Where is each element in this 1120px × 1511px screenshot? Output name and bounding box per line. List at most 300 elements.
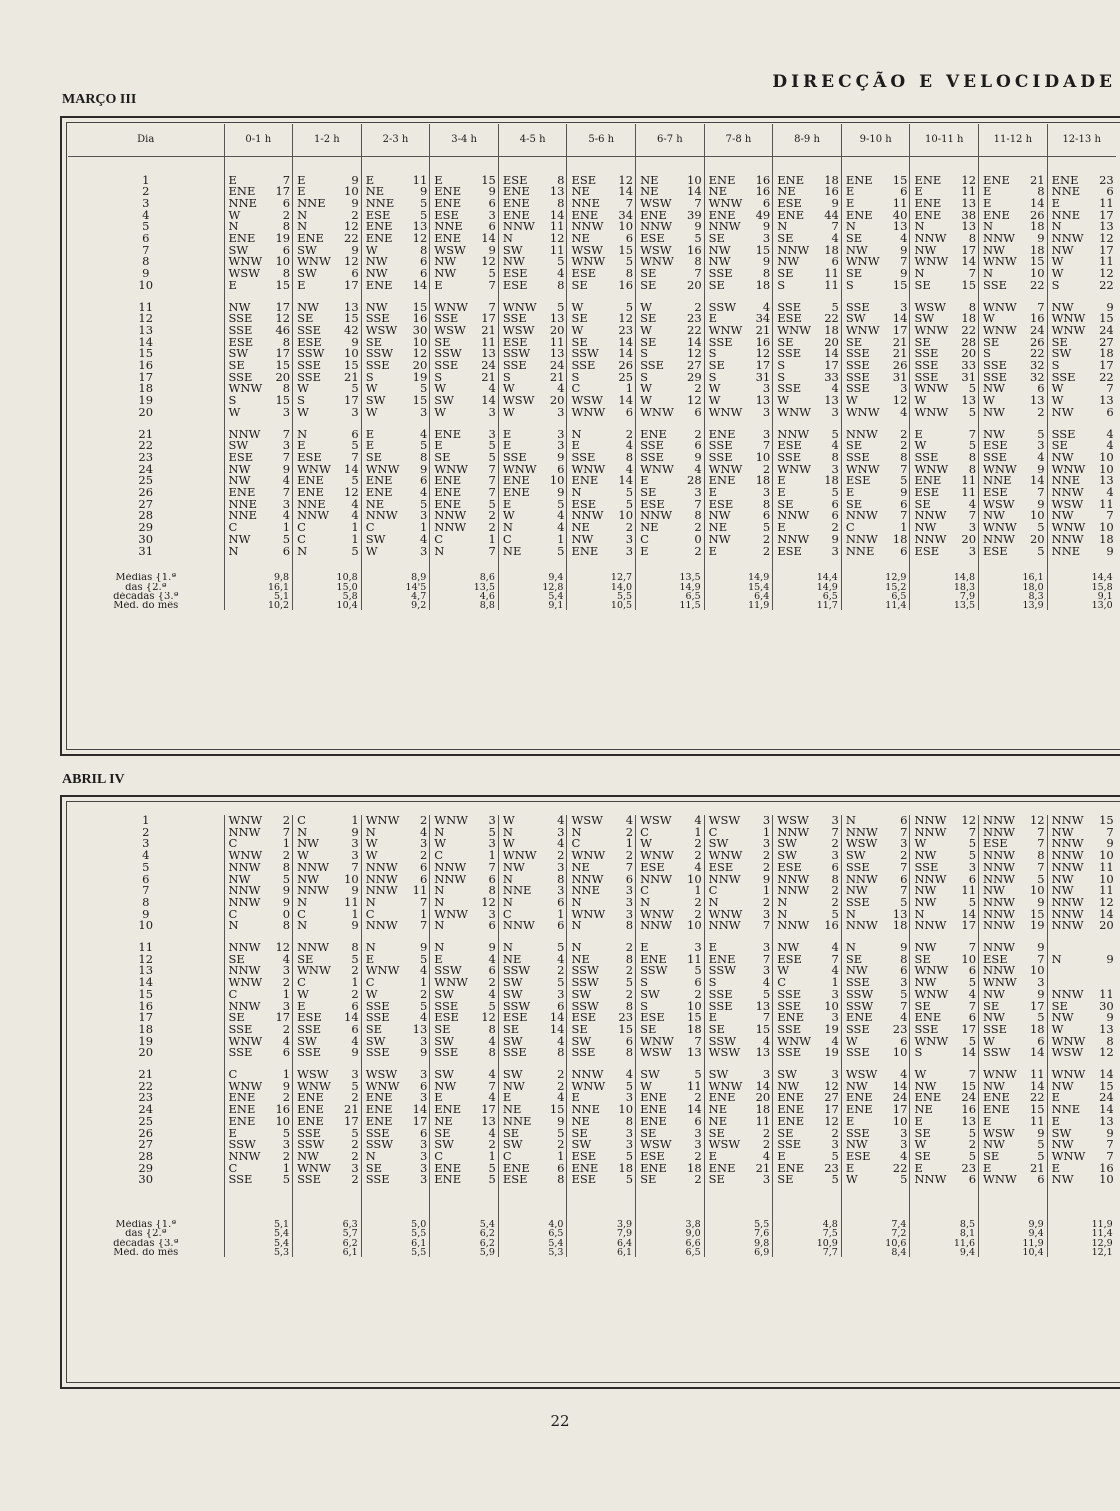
table-row bbox=[68, 475, 1116, 487]
wind-direction: SE bbox=[914, 1150, 931, 1163]
table-row bbox=[68, 452, 1116, 464]
wind-cell-content bbox=[707, 1128, 772, 1140]
wind-cell-content bbox=[501, 827, 566, 839]
wind-direction: SE bbox=[640, 1023, 657, 1036]
wind-cell bbox=[224, 874, 293, 886]
summary-value: 6,3 bbox=[293, 1220, 362, 1229]
wind-cell bbox=[636, 1036, 705, 1048]
wind-direction: WSW bbox=[640, 1047, 672, 1060]
wind-cell-content bbox=[912, 522, 977, 534]
wind-direction: SW bbox=[365, 533, 386, 546]
wind-cell bbox=[567, 475, 636, 487]
wind-cell bbox=[293, 1069, 362, 1081]
wind-cell bbox=[773, 302, 842, 314]
wind-cell bbox=[361, 302, 430, 314]
wind-direction: ENE bbox=[1051, 174, 1079, 187]
wind-direction: NNE bbox=[845, 545, 875, 558]
day-cell: 29 bbox=[138, 522, 154, 534]
summary-value: 14'5 bbox=[361, 583, 430, 592]
wind-direction: NNW bbox=[640, 221, 673, 234]
table-row bbox=[68, 325, 1116, 337]
wind-cell-content bbox=[295, 885, 360, 897]
wind-direction: SW bbox=[502, 1139, 523, 1151]
wind-cell-content bbox=[295, 954, 360, 966]
wind-direction: NNE bbox=[1051, 209, 1081, 222]
wind-cell bbox=[704, 464, 773, 476]
wind-cell-content bbox=[569, 1139, 634, 1151]
wind-direction: SSE bbox=[777, 301, 802, 314]
wind-direction: NW bbox=[228, 533, 251, 546]
column-header-hour: 8-9 h bbox=[773, 124, 842, 157]
wind-direction: W bbox=[640, 838, 652, 851]
wind-cell bbox=[841, 827, 910, 839]
wind-speed: 7 bbox=[762, 920, 771, 933]
wind-direction: ESE bbox=[434, 209, 459, 222]
wind-cell bbox=[910, 546, 979, 558]
wind-speed: 3 bbox=[419, 1162, 428, 1175]
wind-direction: E bbox=[983, 186, 992, 198]
section-label-marco: MARÇO III bbox=[62, 92, 137, 107]
wind-speed: 3 bbox=[419, 838, 428, 851]
day-cell: 5 bbox=[142, 221, 150, 234]
wind-speed: 3 bbox=[419, 510, 428, 523]
wind-direction: WNW bbox=[228, 815, 263, 827]
wind-cell-content bbox=[912, 429, 977, 441]
wind-direction: C bbox=[502, 1150, 512, 1163]
wind-cell bbox=[224, 186, 293, 198]
wind-direction: ENE bbox=[914, 209, 942, 222]
wind-direction: W bbox=[640, 324, 652, 337]
wind-cell-content bbox=[912, 977, 977, 989]
wind-cell bbox=[773, 954, 842, 966]
wind-cell-content bbox=[638, 395, 703, 407]
summary-value: 6,1 bbox=[293, 1248, 362, 1257]
wind-cell-content bbox=[364, 546, 429, 558]
summary-value: 9,4 bbox=[910, 1248, 979, 1257]
wind-cell bbox=[224, 198, 293, 210]
wind-speed: 26 bbox=[1029, 209, 1045, 222]
wind-cell bbox=[498, 909, 567, 921]
wind-direction: ENE bbox=[365, 279, 393, 292]
wind-speed: 2 bbox=[282, 815, 291, 827]
wind-speed: 1 bbox=[351, 977, 359, 989]
wind-speed: 8 bbox=[557, 1047, 565, 1060]
wind-speed: 16 bbox=[755, 174, 771, 187]
wind-speed: 5 bbox=[488, 1174, 496, 1187]
wind-cell bbox=[224, 475, 293, 487]
wind-speed: 3 bbox=[831, 988, 839, 1001]
summary-value: 6,5 bbox=[636, 1248, 705, 1257]
column-header-hour: 1-2 h bbox=[293, 124, 362, 157]
wind-direction: ENE bbox=[640, 209, 667, 222]
wind-direction: ENE bbox=[434, 487, 462, 499]
wind-direction: SE bbox=[640, 1127, 657, 1140]
wind-cell-content bbox=[227, 1024, 292, 1036]
wind-direction: W bbox=[640, 383, 652, 396]
wind-cell-content bbox=[1050, 372, 1115, 384]
wind-speed: 2 bbox=[351, 209, 359, 222]
wind-cell bbox=[361, 268, 430, 280]
wind-cell-content bbox=[912, 233, 977, 245]
wind-cell bbox=[430, 1024, 499, 1036]
wind-speed: 10 bbox=[892, 1047, 908, 1060]
wind-cell-content bbox=[501, 302, 566, 314]
wind-direction: W bbox=[365, 244, 378, 257]
wind-speed: 14 bbox=[1029, 1080, 1045, 1093]
wind-speed: 3 bbox=[419, 1035, 428, 1048]
wind-cell bbox=[567, 977, 636, 989]
wind-direction: N bbox=[434, 545, 445, 558]
wind-cell bbox=[979, 977, 1048, 989]
wind-speed: 4 bbox=[900, 1069, 908, 1081]
wind-direction: WNW bbox=[571, 908, 606, 921]
wind-cell-content bbox=[1050, 989, 1115, 1001]
wind-direction: NNW bbox=[708, 920, 741, 933]
table-row bbox=[68, 1001, 1116, 1013]
wind-cell-content bbox=[844, 1174, 909, 1186]
wind-cell-content bbox=[364, 1116, 429, 1128]
wind-cell bbox=[841, 440, 910, 452]
wind-cell-content bbox=[501, 942, 566, 954]
wind-speed: 6 bbox=[968, 965, 977, 978]
wind-speed: 2 bbox=[694, 1150, 702, 1163]
wind-speed: 4 bbox=[419, 487, 428, 499]
wind-cell bbox=[704, 1036, 773, 1048]
wind-cell bbox=[498, 1024, 567, 1036]
summary-row bbox=[68, 1248, 1116, 1257]
wind-speed: 23 bbox=[892, 1023, 908, 1036]
wind-direction: SSE bbox=[502, 1047, 527, 1060]
wind-speed: 2 bbox=[419, 815, 428, 827]
wind-cell bbox=[1047, 1139, 1116, 1151]
wind-speed: 3 bbox=[762, 383, 771, 396]
wind-cell-content bbox=[432, 897, 497, 909]
wind-direction: SSW bbox=[502, 1000, 531, 1013]
wind-speed: 23 bbox=[618, 1012, 634, 1024]
wind-cell-content bbox=[227, 268, 292, 280]
wind-direction: WSW bbox=[365, 1069, 398, 1081]
wind-speed: 2 bbox=[488, 977, 496, 989]
wind-direction: W bbox=[434, 838, 447, 851]
wind-cell-content bbox=[981, 372, 1046, 384]
wind-direction: W bbox=[502, 510, 515, 523]
wind-speed: 14 bbox=[618, 186, 634, 198]
wind-cell bbox=[498, 954, 567, 966]
wind-cell bbox=[430, 534, 499, 546]
wind-direction: W bbox=[914, 440, 927, 452]
wind-cell bbox=[910, 1081, 979, 1093]
wind-cell-content bbox=[501, 1163, 566, 1175]
wind-cell bbox=[979, 395, 1048, 407]
wind-speed: 10 bbox=[344, 873, 359, 886]
wind-speed: 4 bbox=[900, 406, 908, 419]
summary-value: 11,9 bbox=[704, 601, 773, 610]
wind-direction: WNW bbox=[914, 324, 949, 337]
wind-cell-content bbox=[775, 487, 840, 499]
wind-direction: NW bbox=[1051, 885, 1074, 897]
wind-cell-content bbox=[912, 487, 977, 499]
wind-direction: E bbox=[502, 498, 512, 511]
wind-direction: NNE bbox=[571, 885, 600, 897]
wind-speed: 20 bbox=[549, 324, 565, 337]
wind-direction: WSW bbox=[640, 244, 672, 257]
summary-value: 5,5 bbox=[361, 1229, 430, 1238]
wind-direction: WNW bbox=[708, 324, 743, 337]
wind-speed: 10 bbox=[344, 348, 359, 361]
wind-direction: SE bbox=[708, 233, 725, 245]
wind-direction: NNW bbox=[434, 861, 467, 874]
wind-speed: 8 bbox=[900, 451, 908, 464]
table-row bbox=[68, 885, 1116, 897]
wind-cell bbox=[636, 395, 705, 407]
wind-cell-content bbox=[432, 487, 497, 499]
wind-cell-content bbox=[638, 313, 703, 325]
wind-direction: SSE bbox=[983, 371, 1007, 384]
wind-direction: SSW bbox=[502, 348, 531, 361]
wind-direction: NE bbox=[708, 186, 728, 198]
wind-direction: NNW bbox=[845, 920, 878, 933]
summary-value: 10,8 bbox=[293, 573, 362, 582]
wind-direction: W bbox=[502, 406, 515, 419]
wind-speed: 3 bbox=[557, 885, 565, 897]
table-row bbox=[68, 1104, 1116, 1116]
wind-cell-content bbox=[569, 827, 634, 839]
wind-cell bbox=[773, 487, 842, 499]
wind-cell-content bbox=[844, 499, 909, 511]
wind-speed: 20 bbox=[755, 1092, 771, 1105]
wind-cell bbox=[1047, 429, 1116, 441]
wind-cell-content bbox=[501, 233, 566, 245]
wind-cell bbox=[361, 1012, 430, 1024]
wind-cell bbox=[841, 233, 910, 245]
wind-cell bbox=[1047, 1047, 1116, 1059]
summary-value: 8,3 bbox=[979, 592, 1048, 601]
wind-cell bbox=[224, 499, 293, 511]
wind-direction: ENE bbox=[434, 1104, 462, 1116]
wind-cell bbox=[910, 348, 979, 360]
wind-direction: SSE bbox=[777, 1139, 802, 1151]
wind-cell bbox=[293, 1047, 362, 1059]
wind-speed: 1 bbox=[282, 988, 291, 1001]
wind-direction: ENE bbox=[708, 1092, 736, 1105]
wind-direction: ENE bbox=[434, 475, 462, 488]
wind-direction: ENE bbox=[845, 1012, 873, 1024]
wind-cell-content bbox=[569, 395, 634, 407]
wind-cell-content bbox=[432, 942, 497, 954]
wind-cell bbox=[910, 452, 979, 464]
wind-speed: 4 bbox=[557, 953, 565, 966]
wind-cell bbox=[430, 1128, 499, 1140]
wind-speed: 12 bbox=[1099, 1047, 1114, 1060]
wind-speed: 12 bbox=[618, 174, 634, 187]
wind-speed: 21 bbox=[344, 1104, 359, 1116]
wind-direction: W bbox=[571, 324, 584, 337]
wind-direction: E bbox=[1051, 1115, 1061, 1128]
wind-cell-content bbox=[844, 429, 909, 441]
wind-speed: 31 bbox=[961, 371, 977, 384]
wind-cell bbox=[430, 989, 499, 1001]
wind-speed: 14 bbox=[344, 463, 359, 476]
wind-direction: WNW bbox=[297, 463, 331, 476]
wind-direction: NE bbox=[502, 545, 522, 558]
wind-direction: ESE bbox=[845, 475, 871, 488]
wind-cell bbox=[910, 1128, 979, 1140]
wind-cell bbox=[567, 1139, 636, 1151]
wind-direction: SSE bbox=[365, 1047, 390, 1060]
wind-speed: 2 bbox=[831, 885, 839, 897]
wind-cell-content bbox=[432, 920, 497, 932]
summary-value: 5,9 bbox=[430, 1248, 499, 1257]
wind-speed: 6 bbox=[557, 920, 565, 933]
wind-direction: NE bbox=[571, 953, 590, 966]
wind-cell bbox=[567, 1036, 636, 1048]
wind-direction: WNW bbox=[914, 463, 949, 476]
wind-cell-content bbox=[364, 1139, 429, 1151]
wind-cell bbox=[636, 302, 705, 314]
wind-direction: NNW bbox=[777, 885, 810, 897]
wind-speed: 6 bbox=[488, 873, 496, 886]
wind-cell-content bbox=[775, 1092, 840, 1104]
wind-cell-content bbox=[227, 348, 292, 360]
wind-direction: NNW bbox=[983, 873, 1015, 886]
wind-direction: W bbox=[297, 988, 309, 1001]
wind-cell-content bbox=[432, 1081, 497, 1093]
wind-speed: 13 bbox=[1099, 395, 1114, 407]
wind-direction: ESE bbox=[571, 268, 597, 280]
wind-cell-content bbox=[981, 268, 1046, 280]
wind-cell bbox=[430, 452, 499, 464]
wind-cell bbox=[636, 1163, 705, 1175]
wind-cell bbox=[498, 302, 567, 314]
wind-cell bbox=[361, 1069, 430, 1081]
wind-cell bbox=[430, 360, 499, 372]
wind-cell-content bbox=[1050, 452, 1115, 464]
wind-direction: WNW bbox=[571, 256, 606, 269]
wind-speed: 7 bbox=[694, 1035, 702, 1048]
wind-speed: 40 bbox=[892, 209, 908, 222]
wind-cell bbox=[704, 175, 773, 187]
wind-direction: NW bbox=[1051, 873, 1074, 886]
wind-cell-content bbox=[364, 186, 429, 198]
wind-speed: 5 bbox=[694, 965, 702, 978]
wind-speed: 32 bbox=[1029, 371, 1045, 384]
wind-direction: N bbox=[297, 826, 308, 839]
wind-cell-content bbox=[775, 1012, 840, 1024]
wind-cell-content bbox=[295, 256, 360, 268]
wind-speed: 9 bbox=[1037, 896, 1045, 909]
wind-cell bbox=[841, 534, 910, 546]
wind-speed: 8 bbox=[557, 174, 565, 187]
wind-direction: NNE bbox=[502, 885, 532, 897]
wind-cell-content bbox=[501, 337, 566, 349]
wind-cell bbox=[361, 1092, 430, 1104]
wind-cell bbox=[636, 337, 705, 349]
wind-speed: 10 bbox=[687, 920, 702, 933]
wind-speed: 6 bbox=[762, 510, 771, 523]
summary-value: 9,9 bbox=[979, 1220, 1048, 1229]
wind-direction: SW bbox=[365, 1035, 386, 1048]
wind-speed: 18 bbox=[1099, 348, 1114, 361]
wind-cell bbox=[293, 989, 362, 1001]
wind-cell bbox=[498, 920, 567, 932]
wind-cell bbox=[636, 989, 705, 1001]
wind-cell bbox=[498, 815, 567, 827]
wind-speed: 8 bbox=[762, 498, 771, 511]
wind-cell-content bbox=[638, 1163, 703, 1175]
wind-speed: 2 bbox=[282, 1023, 291, 1036]
wind-direction: N bbox=[228, 920, 239, 933]
wind-cell-content bbox=[364, 348, 429, 360]
section-label-abril: ABRIL IV bbox=[62, 772, 125, 787]
wind-direction: SE bbox=[502, 1023, 520, 1036]
wind-cell-content bbox=[638, 1024, 703, 1036]
wind-direction: E bbox=[640, 475, 649, 488]
wind-direction: SW bbox=[571, 988, 592, 1001]
summary-value: 13,0 bbox=[1047, 601, 1116, 610]
wind-direction: SSE bbox=[845, 360, 870, 372]
wind-speed: 18 bbox=[1029, 221, 1045, 234]
wind-direction: N bbox=[297, 221, 308, 234]
wind-cell-content bbox=[1050, 383, 1115, 395]
wind-direction: E bbox=[502, 1092, 512, 1105]
wind-direction: WNW bbox=[434, 977, 468, 989]
wind-cell-content bbox=[364, 989, 429, 1001]
wind-cell bbox=[979, 221, 1048, 233]
wind-direction: SSE bbox=[297, 1023, 322, 1036]
wind-cell-content bbox=[981, 360, 1046, 372]
wind-speed: 4 bbox=[762, 1035, 771, 1048]
wind-cell bbox=[498, 325, 567, 337]
wind-direction: NW bbox=[708, 256, 731, 269]
wind-cell bbox=[636, 522, 705, 534]
wind-cell bbox=[567, 1012, 636, 1024]
wind-direction: NNW bbox=[777, 920, 810, 933]
wind-cell bbox=[498, 885, 567, 897]
wind-speed: 10 bbox=[687, 873, 702, 886]
wind-speed: 13 bbox=[961, 395, 977, 407]
wind-speed: 12 bbox=[687, 395, 702, 407]
wind-direction: ESE bbox=[571, 1150, 597, 1163]
wind-speed: 5 bbox=[968, 440, 977, 452]
wind-cell-content bbox=[1050, 302, 1115, 314]
wind-speed: 6 bbox=[419, 1080, 428, 1093]
wind-cell-content bbox=[569, 1116, 634, 1128]
wind-cell bbox=[910, 1092, 979, 1104]
day-cell: 15 bbox=[138, 348, 154, 361]
wind-speed: 7 bbox=[694, 268, 702, 280]
wind-cell-content bbox=[432, 1104, 497, 1116]
wind-cell-content bbox=[569, 850, 634, 862]
day-cell: 18 bbox=[138, 1023, 154, 1036]
wind-speed: 2 bbox=[625, 850, 634, 862]
wind-cell-content bbox=[364, 862, 429, 874]
wind-cell bbox=[430, 815, 499, 827]
wind-cell bbox=[361, 838, 430, 850]
wind-speed: 10 bbox=[275, 1115, 291, 1128]
table-row bbox=[68, 440, 1116, 452]
wind-cell bbox=[636, 965, 705, 977]
wind-speed: 3 bbox=[557, 988, 565, 1001]
wind-direction: SSE bbox=[365, 1174, 390, 1187]
wind-cell-content bbox=[912, 989, 977, 1001]
wind-speed: 15 bbox=[1099, 313, 1114, 325]
wind-cell-content bbox=[981, 874, 1046, 886]
summary-value: 12,9 bbox=[1047, 1239, 1116, 1248]
wind-direction: W bbox=[434, 406, 447, 419]
wind-cell bbox=[293, 838, 362, 850]
wind-cell-content bbox=[1050, 1128, 1115, 1140]
wind-cell bbox=[841, 1174, 910, 1186]
